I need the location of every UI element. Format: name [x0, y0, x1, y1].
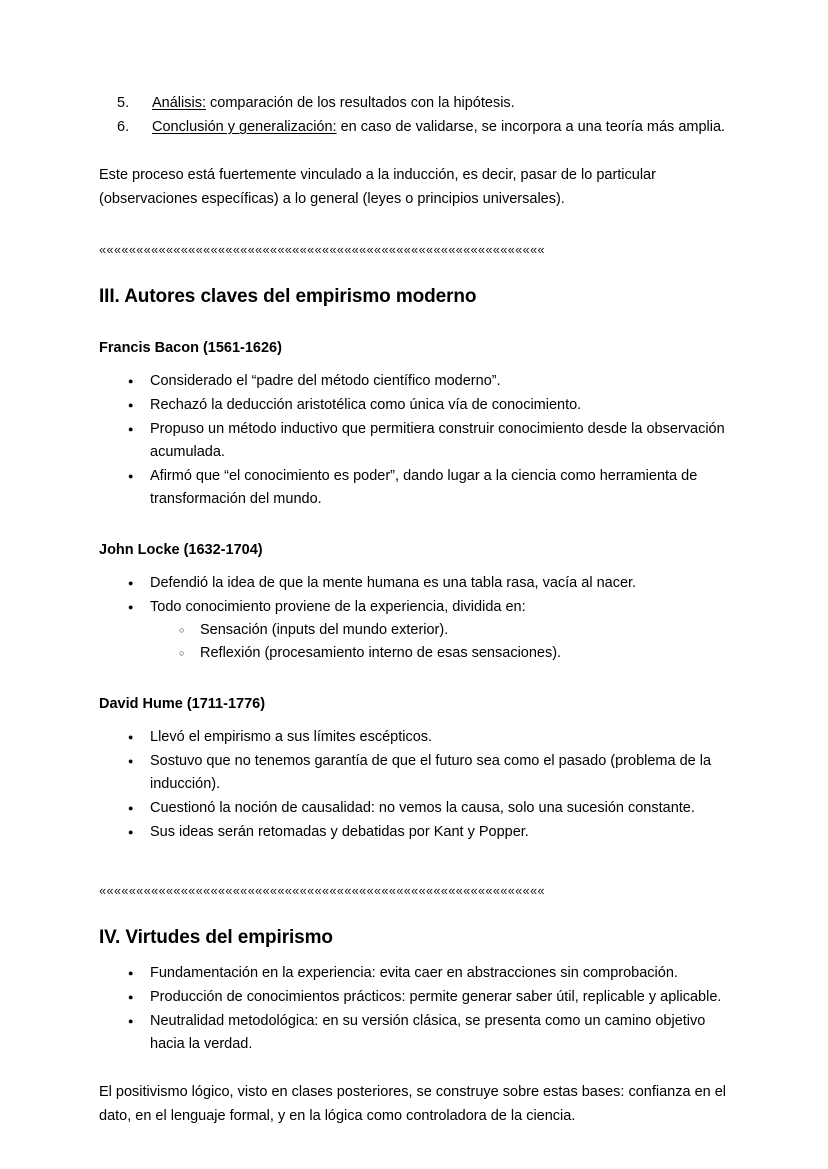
- bullet-dot-icon: [128, 797, 133, 820]
- list-term: Conclusión y generalización:: [152, 119, 337, 135]
- sub-list-item: [150, 619, 733, 642]
- bullet-dot-icon: [128, 821, 133, 844]
- bullet-list-bacon: [99, 370, 733, 511]
- sub-bullet-circle-icon: [179, 642, 184, 665]
- list-item: [99, 750, 733, 796]
- list-item-text: Considerado el “padre del método científico moderno”.: [150, 373, 501, 389]
- bullet-dot-icon: [128, 750, 133, 773]
- bullet-list-virtues: [99, 962, 733, 1056]
- section-heading-authors: III. Autores claves del empirismo moderno: [99, 286, 477, 307]
- list-number: 6.: [117, 119, 130, 135]
- list-item: [99, 370, 733, 393]
- section-heading-virtues: IV. Virtudes del empirismo: [99, 927, 333, 948]
- list-item: [99, 1010, 733, 1056]
- list-item-text: Sostuvo que no tenemos garantía de que el futuro sea como el pasado (problema de la inducción).: [150, 753, 712, 792]
- sub-list-item-text: Sensación (inputs del mundo exterior).: [200, 622, 449, 638]
- list-item-text: Producción de conocimientos prácticos: permite generar saber útil, replicable y aplicable.: [150, 989, 722, 1005]
- author-heading-bacon: Francis Bacon (1561-1626): [99, 340, 282, 356]
- list-item: [99, 394, 733, 417]
- list-number: 5.: [117, 95, 130, 111]
- list-item: [99, 962, 733, 985]
- bullet-dot-icon: [128, 962, 133, 985]
- list-item: [99, 572, 733, 595]
- list-item: [99, 596, 733, 665]
- list-item-text: Llevó el empirismo a sus límites escépticos.: [150, 729, 433, 745]
- bullet-dot-icon: [128, 370, 133, 393]
- intro-paragraph: Este proceso está fuertemente vinculado a la inducción, es decir, pasar de lo particular (observaciones específicas) a lo general (leyes o principios universales).: [99, 167, 656, 207]
- bullet-list-locke: [99, 572, 733, 665]
- list-item: [99, 418, 733, 464]
- bullet-dot-icon: [128, 726, 133, 749]
- list-item-text: Todo conocimiento proviene de la experiencia, dividida en:: [150, 599, 526, 615]
- bullet-dot-icon: [128, 418, 133, 441]
- sub-list-item-text: Reflexión (procesamiento interno de esas sensaciones).: [200, 645, 562, 661]
- list-item-text: Propuso un método inductivo que permitiera construir conocimiento desde la observación acumulada.: [150, 421, 725, 460]
- numbered-list: [99, 92, 733, 139]
- section-spacer: [99, 845, 733, 852]
- list-item: [99, 821, 733, 844]
- bullet-dot-icon: [128, 465, 133, 488]
- bullet-dot-icon: [128, 1010, 133, 1033]
- list-text: en caso de validarse, se incorpora a una teoría más amplia.: [336, 119, 726, 135]
- author-heading-locke: John Locke (1632-1704): [99, 542, 263, 558]
- numbered-list-item: [99, 116, 733, 139]
- bullet-dot-icon: [128, 572, 133, 595]
- list-item: [99, 986, 733, 1009]
- sub-bullet-circle-icon: [179, 619, 184, 642]
- list-item-text: Defendió la idea de que la mente humana es una tabla rasa, vacía al nacer.: [150, 575, 637, 591]
- list-item-text: Rechazó la deducción aristotélica como única vía de conocimiento.: [150, 397, 582, 413]
- bullet-list-hume: [99, 726, 733, 844]
- list-item: [99, 465, 733, 511]
- document-content: [99, 92, 733, 1128]
- list-term: Análisis:: [152, 95, 206, 111]
- list-item: [99, 726, 733, 749]
- list-item-text: Cuestionó la noción de causalidad: no vemos la causa, solo una sucesión constante.: [150, 800, 695, 816]
- numbered-list-item: [99, 92, 733, 115]
- sub-list-item: [150, 642, 733, 665]
- list-item-text: Fundamentación en la experiencia: evita caer en abstracciones sin comprobación.: [150, 965, 678, 981]
- bullet-dot-icon: [128, 596, 133, 619]
- sub-bullet-list-locke: [150, 619, 733, 665]
- bullet-dot-icon: [128, 394, 133, 417]
- guillemet-divider: ««««««««««««««««««««««««««««««««««««««««««««««««««««««««««««: [99, 883, 545, 898]
- closing-paragraph: El positivismo lógico, visto en clases posteriores, se construye sobre estas bases: confianza en el dato, en el lenguaje formal, y en la lógica como controladora de la ciencia.: [99, 1084, 727, 1124]
- list-item-text: Sus ideas serán retomadas y debatidas por Kant y Popper.: [150, 824, 529, 840]
- list-item-text: Neutralidad metodológica: en su versión clásica, se presenta como un camino objetivo hacia la verdad.: [150, 1013, 706, 1052]
- list-item: [99, 797, 733, 820]
- list-item-text: Afirmó que “el conocimiento es poder”, dando lugar a la ciencia como herramienta de transformación del mundo.: [150, 468, 698, 507]
- list-text: comparación de los resultados con la hipótesis.: [206, 95, 515, 111]
- author-heading-hume: David Hume (1711-1776): [99, 696, 266, 712]
- guillemet-divider: ««««««««««««««««««««««««««««««««««««««««««««««««««««««««««««: [99, 242, 545, 257]
- bullet-dot-icon: [128, 986, 133, 1009]
